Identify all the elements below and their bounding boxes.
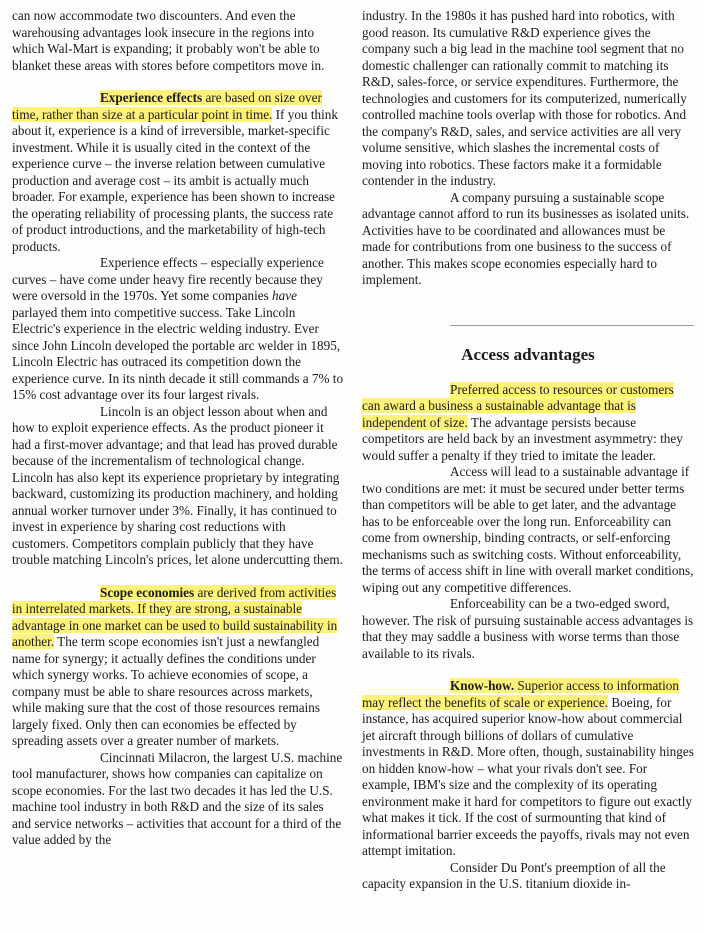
section-heading: Access advantages (461, 344, 595, 364)
paragraph-lincoln: Lincoln is an object lesson about when and how to exploit experience effects. As the product pioneer it had a first-mover advantage; and that lead has proved durable because of the incrementalism of technological change. Lincoln has also kept its experience proprietary by integrating backward, customizing its production machinery, and holding annual worker turnover under 3%. Finally, it has continued to invest in experience by sharing cost reductions with customers. Competitors complain publicly that they have trouble matching Lincoln's prices, let alone undercutting them. (12, 403, 343, 567)
body-text: The term scope economies isn't just a newfangled name for synergy; it actually defines the conditions under which synergy works. To achieve economies of scope, a company must be able to share resources across markets, while making sure that the cost of those resources remains largely fixed. Only then can economies be effected by spreading assets over a greater number of markets. (12, 634, 320, 748)
paragraph-scope-advantage: A company pursuing a sustainable scope advantage cannot afford to run its businesses as isolated units. Activities have to be coordinated and allowances must be made for contributions from one business to the success of another. This makes scope economies especially hard to implement. (362, 189, 690, 287)
paragraph-experience-effects (12, 90, 344, 255)
term-scope-economies: Scope economies (100, 584, 195, 600)
body-text: parlayed them into competitive success. Take Lincoln Electric's experience in the electric welding industry. Ever since John Lincoln developed the portable arc welder in 1895, Lincoln Electric has outraced its competition down the experience curve. In its ninth decade it still commands a 7% to 15% cost advantage over its four largest rivals. (12, 304, 344, 402)
left-column (12, 8, 344, 849)
highlight-preferred-access: Preferred access to resources or customers can award a business a sustainable advantage that is independent of size. (362, 381, 674, 430)
paragraph-robotics: industry. In the 1980s it has pushed hard into robotics, with good reason. Its cumulative R&D experience gives the company such a big lead in the machine tool segment that no domestic challenger can rationally commit to matching its R&D, sales-force, or service expenditures. Furthermore, the technologies and customers for its computerized, numerically controlled machine tools overlap with those for robotics. And the company's R&D, sales, and service activities are all very volume sensitive, which slashes the incremental costs of moving into robotics. These factors make it a formidable contender in the industry. (362, 8, 687, 188)
paragraph-access-conditions: Access will lead to a sustainable advantage if two conditions are met: it must be secured under better terms than competitors will be able to get later, and the advantage has to be enforceable over the long run. Enforceability can come from ownership, binding contracts, or self-enforcing mechanisms such as switching costs. Without enforceability, the terms of access shift in line with overall market conditions, wiping out any competitive differences. (362, 464, 694, 595)
highlighted-text: Superior access to information may reflect the benefits of scale or experience. (362, 678, 679, 710)
paragraph-cincinnati-milacron: Cincinnati Milacron, the largest U.S. machine tool manufacturer, shows how companies can capitalize on scope economies. For the last two decades it has led the U.S. machine tool industry in both R&D and the size of its sales and service networks – activities that account for a third of the value added by the (12, 749, 343, 847)
highlighted-text: are derived from activities in interrelated markets. If they are strong, a sustainable advantage in one market can be used to build sustainability in another. (12, 584, 338, 649)
body-text: Boeing, for instance, has acquired superior know-how about commercial jet aircraft through billions of dollars of cumulative investments in R&D. More often, though, sustainability hinges on hidden know-how – what your rivals don't see. For example, IBM's size and the complexity of its operating environment make it hard for competitors to figure out exactly what makes it tick. If the cost of surmounting that kind of informational barrier exceeds the payoffs, rivals may not even attempt imitation. (362, 694, 694, 858)
paragraph-walmart: can now accommodate two discounters. And even the warehousing advantages look insecure in the regions into which Wal-Mart is expanding; it probably won't be able to blanket these areas with stores before competitors move in. (12, 8, 325, 73)
paragraph-preferred-access (362, 382, 694, 465)
highlighted-text: are based on size over time, rather than size at a particular point in time. (12, 90, 322, 122)
paragraph-enforceability: Enforceability can be a two-edged sword, however. The risk of pursuing sustainable access advantages is that they may saddle a business with worse terms than those available to its rivals. (362, 596, 694, 661)
right-column (362, 8, 694, 893)
paragraph-scope-economies (12, 585, 344, 750)
emphasis-text: have (272, 288, 297, 303)
section-divider (450, 325, 694, 326)
term-experience-effects: Experience effects (100, 90, 203, 105)
paragraph-know-how (362, 678, 694, 860)
body-text: If you think about it, experience is a kind of irreversible, market-specific investment. While it is usually cited in the context of the experience curve – the inverse relation between cumulative production and average cost – its ambit is actually much broader. For example, experience has been shown to increase the operating reliability of processing plants, the success rate of product introductions, and the marketability of high-tech products. (12, 106, 338, 254)
paragraph-experience-curves (12, 255, 344, 404)
paragraph-du-pont: Consider Du Pont's preemption of all the capacity expansion in the U.S. titanium dioxide in- (362, 859, 666, 891)
body-text: Experience effects – especially experience curves – have come under heavy fire recently because they were oversold in the 1970s. Yet some companies (12, 255, 324, 303)
body-text: The advantage persists because competitors are held back by an investment asymmetry: they would suffer a penalty if they tried to imitate the leader. (362, 414, 683, 463)
term-know-how: Know-how. (450, 678, 515, 693)
